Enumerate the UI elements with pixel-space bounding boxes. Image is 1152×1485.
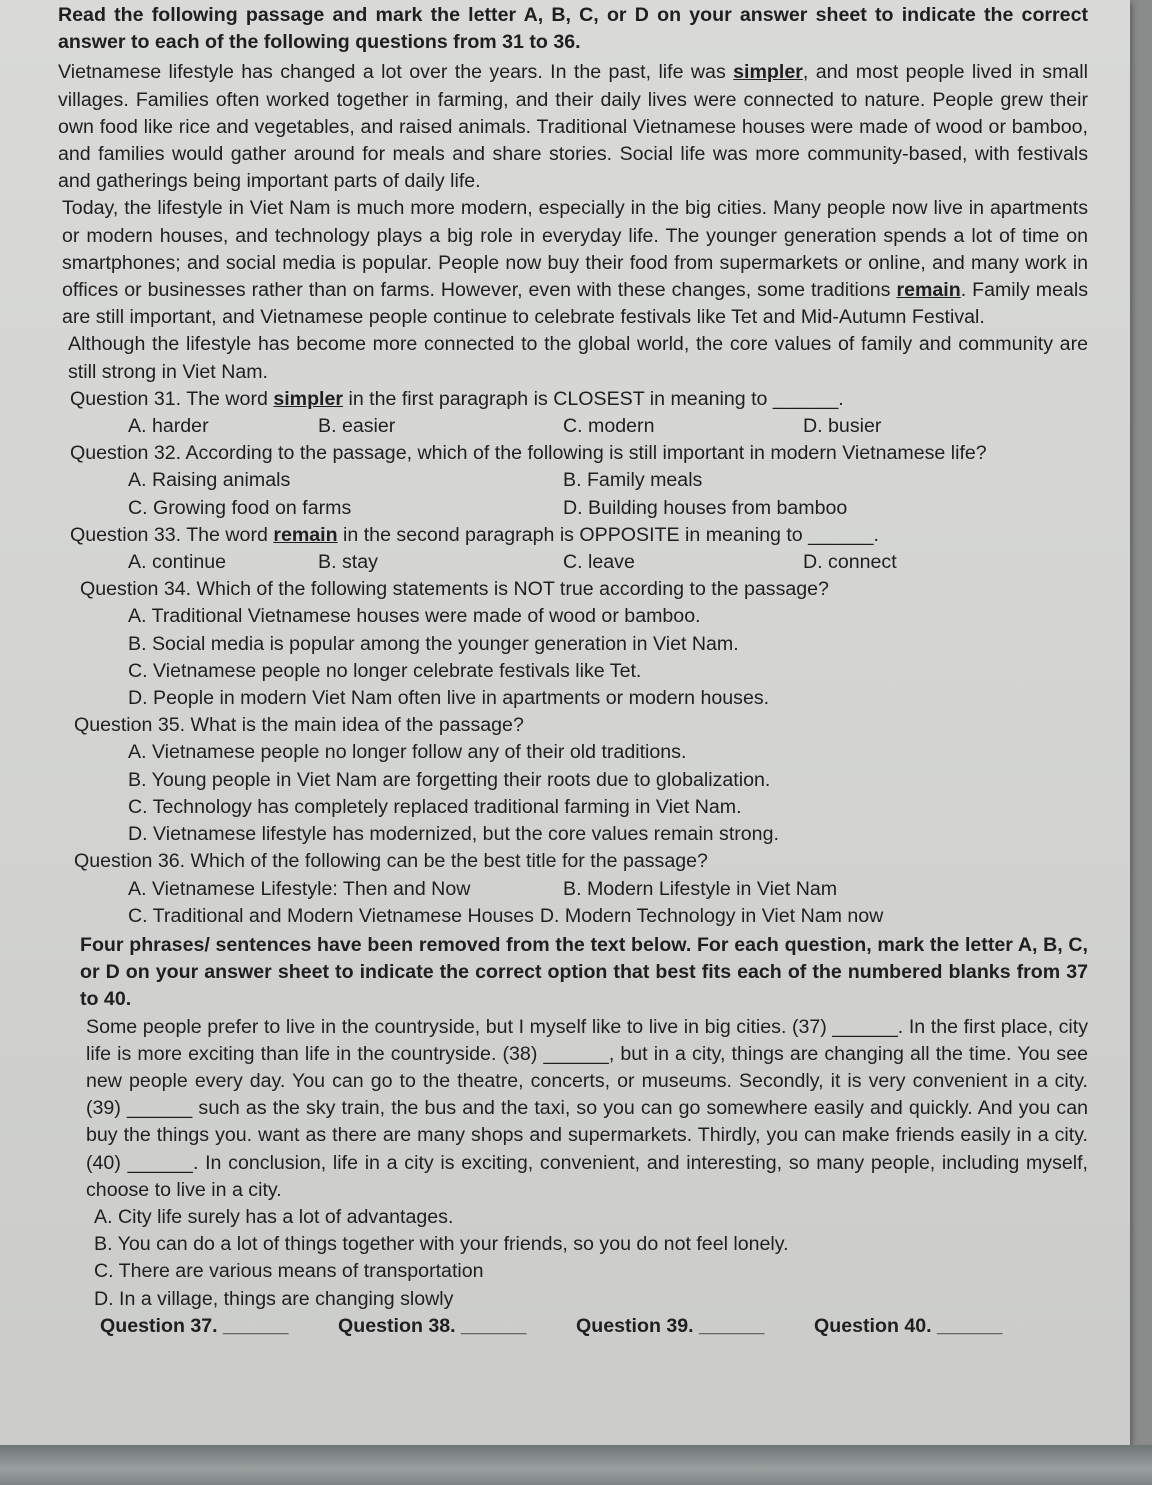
answer-40[interactable]: Question 40. ______ [814, 1314, 1003, 1337]
q31-options [128, 413, 1088, 440]
q36-option-b[interactable]: B. Modern Lifestyle in Viet Nam [563, 877, 838, 900]
gap-option-c[interactable]: C. There are various means of transportation [94, 1260, 484, 1283]
question-36: Question 36. Which of the following can be the best title for the passage? [74, 850, 708, 873]
p2-text-a: Today, the lifestyle in Viet Nam is much more modern, especially in the big cities. Many people now live in apartments or modern houses, and technology plays a big role in everyday life. The younger generation spends a lot of time on smartphones; and social media is popular. People now buy their food from supermarkets or online, and many work in offices or businesses rather than on farms. However, even with these changes, some traditions [62, 197, 1088, 302]
passage-paragraph-1 [58, 59, 1088, 195]
q32-option-b[interactable]: B. Family meals [563, 469, 703, 492]
q33-option-b[interactable]: B. stay [318, 551, 378, 574]
q31-option-c[interactable]: C. modern [563, 415, 655, 438]
q36-option-d[interactable]: D. Modern Technology in Viet Nam now [539, 904, 884, 927]
passage-paragraph-3: Although the lifestyle has become more connected to the global world, the core values of family and community are still strong in Viet Nam. [68, 333, 1088, 383]
q31-option-a[interactable]: A. harder [128, 415, 209, 438]
gap-option-b[interactable]: B. You can do a lot of things together with your friends, so you do not feel lonely. [94, 1233, 789, 1256]
answer-39[interactable]: Question 39. ______ [576, 1314, 765, 1337]
q31-word: simpler [273, 387, 344, 410]
instructions-gap-fill: Four phrases/ sentences have been removed from the text below. For each question, mark the letter A, B, C, or D on your answer sheet to indicate the correct option that best fits each of the numbered blanks from 37 to 40. [80, 933, 1088, 1011]
q32-option-c[interactable]: C. Growing food on farms [128, 496, 352, 519]
q34-option-c[interactable]: C. Vietnamese people no longer celebrate festivals like Tet. [128, 659, 642, 682]
q34-option-d[interactable]: D. People in modern Viet Nam often live in apartments or modern houses. [128, 687, 770, 710]
q35-option-c[interactable]: C. Technology has completely replaced traditional farming in Viet Nam. [128, 795, 742, 818]
q32-option-a[interactable]: A. Raising animals [128, 469, 291, 492]
q31-option-b[interactable]: B. easier [318, 415, 396, 438]
question-34: Question 34. Which of the following statements is NOT true according to the passage? [80, 578, 829, 601]
q36-options-row1 [128, 876, 1088, 903]
answer-37[interactable]: Question 37. ______ [100, 1314, 289, 1337]
q33-option-a[interactable]: A. continue [128, 551, 227, 574]
q34-option-a[interactable]: A. Traditional Vietnamese houses were made of wood or bamboo. [128, 605, 701, 628]
q32-options-row1 [128, 467, 1088, 494]
q33-option-c[interactable]: C. leave [563, 551, 635, 574]
question-33: Question 33. The word remain in the second paragraph is OPPOSITE in meaning to ______. [70, 523, 879, 546]
question-32: Question 32. According to the passage, which of the following is still important in modern Vietnamese life? [70, 442, 987, 465]
gap-option-d[interactable]: D. In a village, things are changing slowly [94, 1287, 454, 1310]
q36-options-row2 [128, 903, 1088, 930]
worksheet-content [58, 0, 1088, 1340]
p2-text-b: . Family meals are still important, and Vietnamese people continue to celebrate festivals like Tet and Mid-Autumn Festival. [62, 279, 1089, 329]
q33-option-d[interactable]: D. connect [803, 551, 897, 574]
q36-option-c[interactable]: C. Traditional and Modern Vietnamese Houses [128, 904, 534, 927]
question-31: Question 31. The word simpler in the first paragraph is CLOSEST in meaning to ______. [70, 387, 844, 410]
q35-option-b[interactable]: B. Young people in Viet Nam are forgetting their roots due to globalization. [128, 768, 771, 791]
q33-word: remain [273, 523, 338, 546]
q36-option-a[interactable]: A. Vietnamese Lifestyle: Then and Now [128, 877, 471, 900]
answer-38[interactable]: Question 38. ______ [338, 1314, 527, 1337]
passage-gap-fill: Some people prefer to live in the countryside, but I myself like to live in big cities. (37) ______. In the first place, city life is more exciting than life in the countryside. (38) ______, but in a city, things are changing all the time. You see new people every day. You can go to the theatre, concerts, or museums. Secondly, it is very convenient in a city. (39) ______ such as the sky train, the bus and the taxi, so you can go somewhere easily and quickly. And you can buy the things you. want as there are many shops and supermarkets. Thirdly, you can make friends easily in a city. (40) ______. In conclusion, life in a city is exciting, convenient, and interesting, so many people, including myself, choose to live in a city. [86, 1015, 1088, 1201]
q32-options-row2 [128, 495, 1088, 522]
instructions-reading: Read the following passage and mark the letter A, B, C, or D on your answer sheet to indicate the correct answer to each of the following questions from 31 to 36. [58, 4, 1088, 54]
word-simpler: simpler [733, 61, 803, 84]
p1-text-a: Vietnamese lifestyle has changed a lot over the years. In the past, life was [58, 61, 734, 84]
passage-paragraph-2 [62, 195, 1088, 331]
answer-row [100, 1313, 1088, 1340]
word-remain: remain [896, 279, 961, 302]
q35-option-d[interactable]: D. Vietnamese lifestyle has modernized, but the core values remain strong. [128, 823, 779, 846]
question-35: Question 35. What is the main idea of the passage? [74, 714, 524, 737]
q34-option-b[interactable]: B. Social media is popular among the younger generation in Viet Nam. [128, 632, 739, 655]
p1-text-b: , and most people lived in small villages. Families often worked together in farming, and their daily lives were connected to nature. People grew their own food like rice and vegetables, and raised animals. Traditional Vietnamese houses were made of wood or bamboo, and families would gather around for meals and share stories. Social life was more community-based, with festivals and gatherings being important parts of daily life. [58, 61, 1088, 193]
q35-option-a[interactable]: A. Vietnamese people no longer follow any of their old traditions. [128, 741, 687, 764]
q32-option-d[interactable]: D. Building houses from bamboo [563, 496, 848, 519]
background-surface [0, 1445, 1152, 1485]
q33-options [128, 549, 1088, 576]
q31-option-d[interactable]: D. busier [803, 415, 882, 438]
gap-option-a[interactable]: A. City life surely has a lot of advantages. [94, 1205, 454, 1228]
